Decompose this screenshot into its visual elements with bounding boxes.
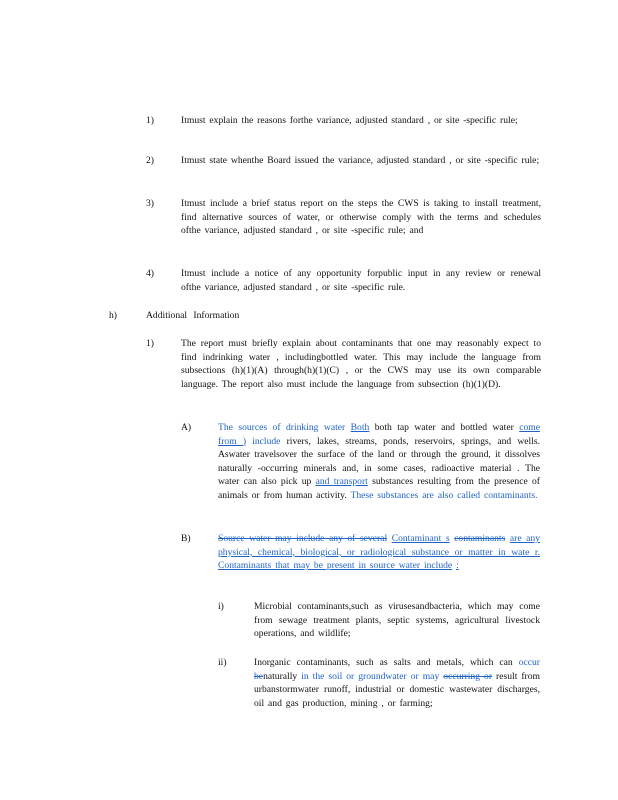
h1a-inserted-6: These substances are also called contaminants. [350, 489, 538, 501]
h1-text: The report must briefly explain about contaminants that one may reasonably expect to find indrinking water , includingbottled water. This may include the language from subsections (h)(1)(A) through(h)(1)(C) , or the CWS may use its own comparable language. The report also must include the language from subsection (h)(1)(D). [181, 338, 541, 390]
h1bii-plain-3: result from urbanstormwater runoff, industrial or domestic wastewater discharges, oil and gas production, mining , or farming; [254, 670, 541, 709]
h1b-deleted-2: contaminants [454, 533, 506, 544]
list-item-2-text: Itmust state whenthe Board issued the variance, adjusted standard , or site -specific rule; [181, 155, 540, 166]
list-marker-1: 1) [146, 115, 154, 126]
list-marker-2: 2) [146, 155, 154, 166]
h1a-inserted-1: The sources of drinking water [218, 422, 346, 433]
h1bii-deleted-2: occurring or [443, 670, 493, 682]
list-marker-4: 4) [146, 268, 154, 279]
h1bii-plain-1: Inorganic contaminants, such as salts and metals, which can [254, 657, 513, 668]
list-item-3-text: Itmust include a brief status report on the steps the CWS is taking to install treatment, find alternative sources of water, or otherwise comply with the terms and schedules ofthe variance, adjusted standard , or site -specific rule; and [181, 198, 541, 237]
h1a-plain-1: both tap water and bottled water [374, 422, 514, 433]
h1bii-deleted-1: be [254, 670, 264, 682]
h1a-plain-3: substances resulting from the presence of animals or from human activity. [218, 476, 540, 501]
h1bii-marker: ii) [218, 657, 227, 668]
h1b-inserted-2: are any physical, chemical, biological, or radiological substance or matter in wate r. Contaminants that may be present in source water include [218, 533, 541, 572]
h1bii-plain-2: naturally [263, 670, 298, 682]
list-item-4-text: Itmust include a notice of any opportunity forpublic input in any review or renewal ofthe variance, adjusted standard , or site -specific rule. [181, 268, 541, 293]
h1a-marker: A) [181, 422, 192, 433]
h1a-text [218, 421, 540, 503]
h1a-inserted-2: Both [350, 422, 370, 433]
h1b-marker: B) [181, 533, 191, 544]
h1a-inserted-4: include [252, 435, 281, 447]
h1bii-inserted-2: in the soil or groundwater or may [301, 670, 440, 682]
section-h-title: Additional Information [146, 310, 240, 321]
h1a-plain-2: rivers, lakes, streams, ponds, reservoirs, springs, and wells. Aswater travelsover the surface of the land or through the ground, it dissolves naturally -occurring minerals and, in some cases, radioactive material . The water can also pick up [218, 435, 540, 488]
h1b-inserted-3: : [456, 560, 459, 572]
h1a-inserted-5: and transport [315, 476, 368, 488]
h1bii-inserted-1: occur [518, 657, 540, 668]
h1b-text [218, 532, 540, 573]
h1-marker: 1) [146, 338, 154, 349]
list-item-1-text: Itmust explain the reasons forthe variance, adjusted standard , or site -specific rule; [181, 115, 518, 126]
h1b-inserted-1: Contaminant s [391, 533, 450, 544]
section-h-marker: h) [109, 310, 117, 321]
h1a-inserted-3: come from ) [218, 422, 540, 447]
h1bii-text [254, 656, 540, 710]
h1bi-text: Microbial contaminants,such as virusesandbacteria, which may come from sewage treatment plants, septic systems, agricultural livestock operations, and wildlife; [254, 601, 540, 640]
h1bi-marker: i) [218, 601, 224, 612]
list-marker-3: 3) [146, 198, 154, 209]
h1b-deleted-1: Source water may include any of several [218, 533, 388, 544]
